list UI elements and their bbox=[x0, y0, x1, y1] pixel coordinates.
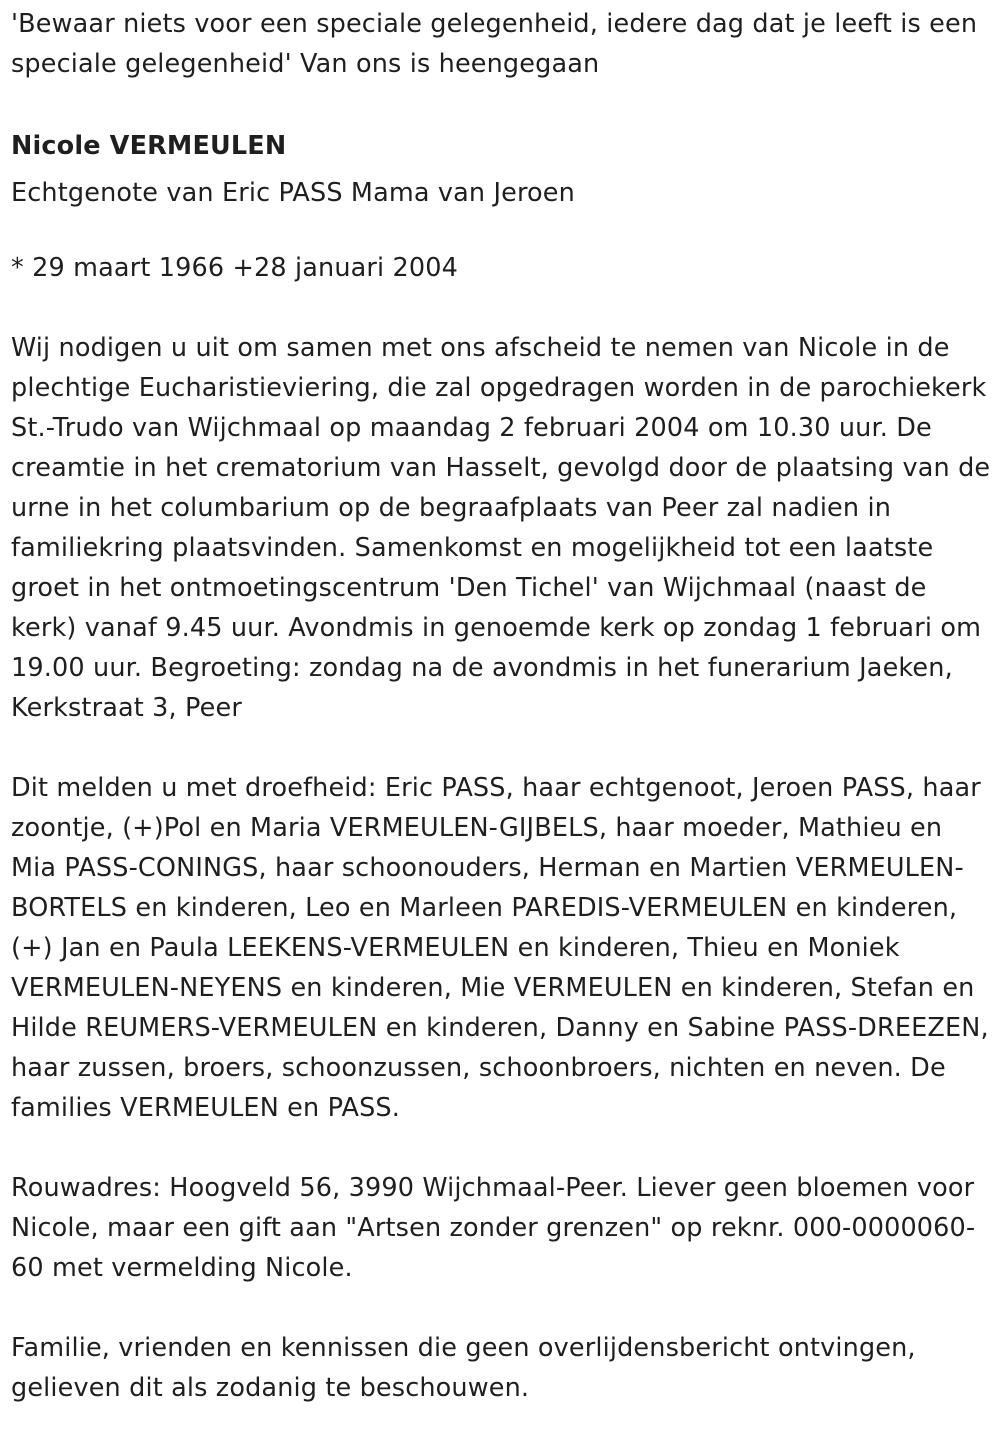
opening-quote: 'Bewaar niets voor een speciale gelegenheid, iedere dag dat je leeft is een speciale gelegenheid' Van ons is heengegaan bbox=[11, 9, 978, 79]
deceased-name: Nicole VERMEULEN bbox=[11, 131, 287, 161]
mourning-address-paragraph: Rouwadres: Hoogveld 56, 3990 Wijchmaal-Peer. Liever geen bloemen voor Nicole, maar een gift aan "Artsen zonder grenzen" op reknr. 000-0000060-60 met vermelding Nicole. bbox=[11, 1173, 976, 1283]
birth-death-dates: * 29 maart 1966 +28 januari 2004 bbox=[11, 253, 459, 283]
family-relation-line: Echtgenote van Eric PASS Mama van Jeroen bbox=[11, 178, 575, 208]
closing-paragraph: Familie, vrienden en kennissen die geen overlijdensbericht ontvingen, gelieven dit als zodanig te beschouwen. bbox=[11, 1333, 916, 1403]
obituary-notice bbox=[11, 4, 993, 1408]
ceremony-paragraph: Wij nodigen u uit om samen met ons afscheid te nemen van Nicole in de plechtige Eucharistieviering, die zal opgedragen worden in de parochiekerk St.-Trudo van Wijchmaal op maandag 2 februari 2004 om 10.30 uur. De creamtie in het crematorium van Hasselt, gevolgd door de plaatsing van de urne in het columbarium op de begraafplaats van Peer zal nadien in familiekring plaatsvinden. Samenkomst en mogelijkheid tot een laatste groet in het ontmoetingscentrum 'Den Tichel' van Wijchmaal (naast de kerk) vanaf 9.45 uur. Avondmis in genoemde kerk op zondag 1 februari om 19.00 uur. Begroeting: zondag na de avondmis in het funerarium Jaeken, Kerkstraat 3, Peer bbox=[11, 333, 991, 723]
family-announcement-paragraph: Dit melden u met droefheid: Eric PASS, haar echtgenoot, Jeroen PASS, haar zoontje, (+)Pol en Maria VERMEULEN-GIJBELS, haar moeder, Mathieu en Mia PASS-CONINGS, haar schoonouders, Herman en Martien VERMEULEN-BORTELS en kinderen, Leo en Marleen PAREDIS-VERMEULEN en kinderen, (+) Jan en Paula LEEKENS-VERMEULEN en kinderen, Thieu en Moniek VERMEULEN-NEYENS en kinderen, Mie VERMEULEN en kinderen, Stefan en Hilde REUMERS-VERMEULEN en kinderen, Danny en Sabine PASS-DREEZEN, haar zussen, broers, schoonzussen, schoonbroers, nichten en neven. De families VERMEULEN en PASS. bbox=[11, 773, 989, 1123]
